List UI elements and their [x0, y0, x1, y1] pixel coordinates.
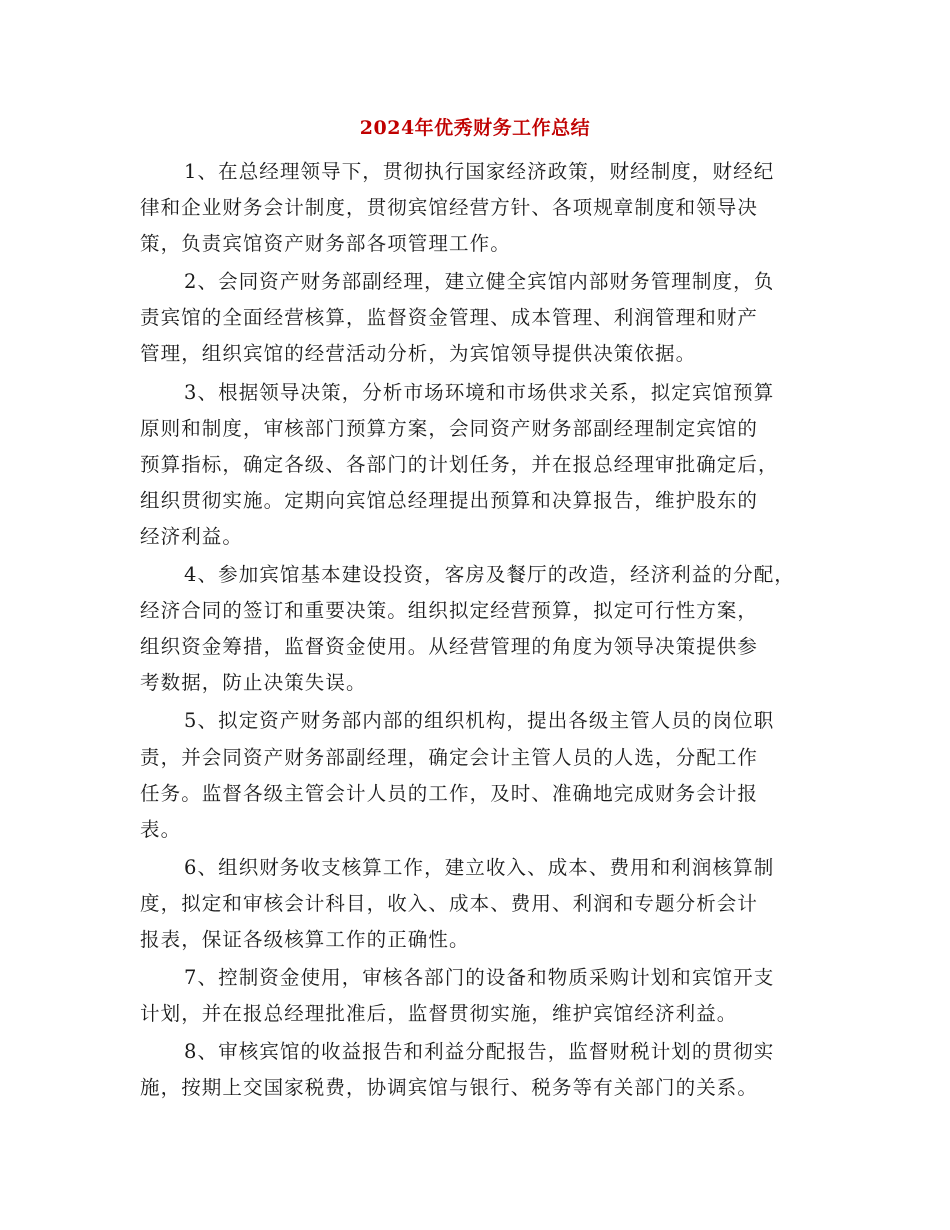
paragraph-line: 组织资金筹措，监督资金使用。从经营管理的角度为领导决策提供参 [140, 635, 759, 659]
paragraph-6 [140, 850, 820, 958]
paragraph-5 [140, 703, 820, 847]
paragraph-3 [140, 375, 820, 555]
paragraph-line: 1、在总经理领导下，贯彻执行国家经济政策，财经制度，财经纪 [184, 160, 775, 183]
paragraph-line: 2、会同资产财务部副经理，建立健全宾馆内部财务管理制度，负 [184, 270, 775, 294]
paragraph-line: 任务。监督各级主管会计人员的工作，及时、准确地完成财务会计报 [140, 781, 759, 805]
paragraph-line: 预算指标，确定各级、各部门的计划任务，并在报总经理审批确定后， [140, 452, 779, 476]
paragraph-line: 5、拟定资产财务部内部的组织机构，提出各级主管人员的岗位职 [184, 709, 775, 733]
paragraph-8 [140, 1034, 820, 1106]
document-body [140, 154, 820, 1108]
paragraph-line: 度，拟定和审核会计科目，收入、成本、费用、利润和专题分析会计 [140, 891, 759, 915]
paragraph-line: 律和企业财务会计制度，贯彻宾馆经营方针、各项规章制度和领导决 [140, 196, 759, 220]
paragraph-line: 4、参加宾馆基本建设投资，客房及餐厅的改造，经济利益的分配， [184, 563, 795, 587]
paragraph-line: 7、控制资金使用，审核各部门的设备和物质采购计划和宾馆开支 [184, 966, 775, 990]
paragraph-line: 组织贯彻实施。定期向宾馆总经理提出预算和决算报告，维护股东的 [140, 488, 759, 512]
paragraph-line: 6、组织财务收支核算工作，建立收入、成本、费用和利润核算制 [184, 855, 775, 879]
paragraph-7 [140, 960, 820, 1032]
paragraph-line: 报表，保证各级核算工作的正确性。 [140, 927, 470, 951]
paragraph-line: 表。 [140, 817, 182, 841]
paragraph-2 [140, 264, 820, 372]
paragraph-line: 经济合同的签订和重要决策。组织拟定经营预算，拟定可行性方案， [140, 599, 759, 623]
paragraph-line: 责，并会同资产财务部副经理，确定会计主管人员的人选，分配工作 [140, 745, 759, 769]
document-title: 2024年优秀财务工作总结 [359, 117, 591, 139]
paragraph-line: 经济利益。 [140, 524, 244, 548]
paragraph-line: 考数据，防止决策失误。 [140, 671, 367, 695]
paragraph-line: 原则和制度，审核部门预算方案，会同资产财务部副经理制定宾馆的 [140, 416, 759, 440]
paragraph-line: 策，负责宾馆资产财务部各项管理工作。 [140, 232, 511, 256]
paragraph-line: 3、根据领导决策，分析市场环境和市场供求关系，拟定宾馆预算 [184, 380, 775, 404]
paragraph-4 [140, 557, 820, 701]
paragraph-1 [140, 154, 820, 262]
paragraph-line: 计划，并在报总经理批准后，监督贯彻实施，维护宾馆经济利益。 [140, 1002, 738, 1026]
paragraph-line: 8、审核宾馆的收益报告和利益分配报告，监督财税计划的贯彻实 [184, 1040, 775, 1064]
paragraph-line: 责宾馆的全面经营核算，监督资金管理、成本管理、利润管理和财产 [140, 306, 759, 330]
paragraph-line: 管理，组织宾馆的经营活动分析，为宾馆领导提供决策依据。 [140, 342, 697, 366]
paragraph-line: 施，按期上交国家税费，协调宾馆与银行、税务等有关部门的关系。 [140, 1076, 759, 1100]
